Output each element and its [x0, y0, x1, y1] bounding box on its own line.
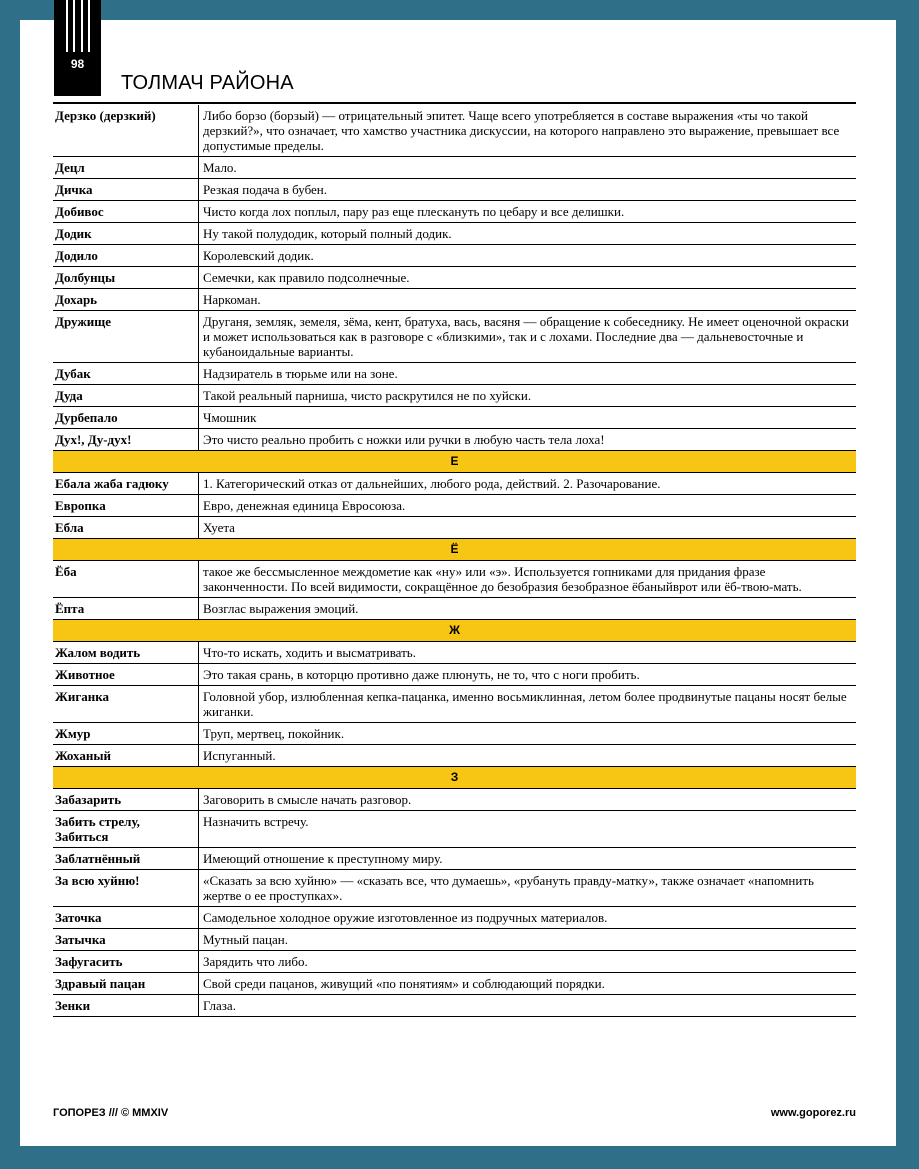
page-tab	[54, 0, 101, 96]
table-row	[53, 995, 856, 1017]
page-title: ТОЛМАЧ РАЙОНА	[121, 72, 294, 94]
term-cell: Жиганка	[53, 686, 199, 723]
table-row	[53, 811, 856, 848]
definition-cell: Глаза.	[199, 995, 857, 1017]
definition-cell: Резкая подача в бубен.	[199, 179, 857, 201]
term-cell: Дружище	[53, 311, 199, 363]
term-cell: Европка	[53, 495, 199, 517]
term-cell: Ёпта	[53, 598, 199, 620]
table-row	[53, 973, 856, 995]
table-row	[53, 789, 856, 811]
term-cell: Жмур	[53, 723, 199, 745]
page	[20, 20, 896, 1146]
term-cell: Додило	[53, 245, 199, 267]
definition-cell: Что-то искать, ходить и высматривать.	[199, 642, 857, 664]
term-cell: Дичка	[53, 179, 199, 201]
stripes-decoration	[66, 0, 90, 52]
term-cell: Дохарь	[53, 289, 199, 311]
definition-cell: Свой среди пацанов, живущий «по понятиям» и соблюдающий порядки.	[199, 973, 857, 995]
table-row	[53, 289, 856, 311]
term-cell: Забазарить	[53, 789, 199, 811]
table-row	[53, 723, 856, 745]
table-row	[53, 598, 856, 620]
term-cell: Додик	[53, 223, 199, 245]
term-cell: Добивос	[53, 201, 199, 223]
term-cell: Ебла	[53, 517, 199, 539]
table-row	[53, 686, 856, 723]
letter-section-header	[53, 767, 856, 789]
term-cell: Долбунцы	[53, 267, 199, 289]
section-letter: Е	[53, 451, 856, 473]
table-row	[53, 745, 856, 767]
table-row	[53, 105, 856, 157]
table-row	[53, 223, 856, 245]
definition-cell: Ну такой полудодик, который полный додик.	[199, 223, 857, 245]
term-cell: Зафугасить	[53, 951, 199, 973]
term-cell: Ёба	[53, 561, 199, 598]
table-row	[53, 267, 856, 289]
table-row	[53, 179, 856, 201]
definition-cell: Заговорить в смысле начать разговор.	[199, 789, 857, 811]
definition-cell: Чисто когда лох поплыл, пару раз еще плескануть по цебару и все делишки.	[199, 201, 857, 223]
definition-cell: Зарядить что либо.	[199, 951, 857, 973]
term-cell: Ебала жаба гадюку	[53, 473, 199, 495]
table-row	[53, 517, 856, 539]
term-cell: Жалом водить	[53, 642, 199, 664]
definition-cell: Наркоман.	[199, 289, 857, 311]
section-letter: Ж	[53, 620, 856, 642]
term-cell: Здравый пацан	[53, 973, 199, 995]
definition-cell: Королевский додик.	[199, 245, 857, 267]
table-row	[53, 363, 856, 385]
table-row	[53, 561, 856, 598]
table-row	[53, 951, 856, 973]
page-number: 98	[70, 57, 85, 71]
table-row	[53, 245, 856, 267]
term-cell: Животное	[53, 664, 199, 686]
table-row	[53, 473, 856, 495]
term-cell: Дуда	[53, 385, 199, 407]
table-row	[53, 385, 856, 407]
definition-cell: Друганя, земляк, земеля, зёма, кент, братуха, вась, васяня — обращение к собеседнику. Не имеет оценочной окраски и может использоваться как в разговоре с «близкими», так и с лохами. Последние два — дальневосточные и кубаноидальные варианты.	[199, 311, 857, 363]
definition-cell: Возглас выражения эмоций.	[199, 598, 857, 620]
table-row	[53, 495, 856, 517]
term-cell: Заточка	[53, 907, 199, 929]
definition-cell: Семечки, как правило подсолнечные.	[199, 267, 857, 289]
footer-website[interactable]: www.goporez.ru	[770, 1107, 856, 1119]
term-cell: Дурбепало	[53, 407, 199, 429]
definition-cell: Это чисто реально пробить с ножки или ручки в любую часть тела лоха!	[199, 429, 857, 451]
table-row	[53, 848, 856, 870]
table-row	[53, 157, 856, 179]
term-cell: Затычка	[53, 929, 199, 951]
definition-cell: Мутный пацан.	[199, 929, 857, 951]
definition-cell: Головной убор, излюбленная кепка-пацанка, именно восьмиклинная, летом более продвинутые пацаны носят белые жиганки.	[199, 686, 857, 723]
definition-cell: Это такая срань, в которцю противно даже плюнуть, не то, что с ноги пробить.	[199, 664, 857, 686]
definition-cell: Имеющий отношение к преступному миру.	[199, 848, 857, 870]
term-cell: Дубак	[53, 363, 199, 385]
table-row	[53, 642, 856, 664]
header-rule	[53, 102, 856, 104]
letter-section-header	[53, 620, 856, 642]
table-row	[53, 870, 856, 907]
definition-cell: Испуганный.	[199, 745, 857, 767]
term-cell: Децл	[53, 157, 199, 179]
table-row	[53, 407, 856, 429]
term-cell: Дух!, Ду-дух!	[53, 429, 199, 451]
definition-cell: 1. Категорический отказ от дальнейших, любого рода, действий. 2. Разочарование.	[199, 473, 857, 495]
definition-cell: Назначить встречу.	[199, 811, 857, 848]
definition-cell: Надзиратель в тюрьме или на зоне.	[199, 363, 857, 385]
definition-cell: такое же бессмысленное междометие как «ну» или «э». Используется гопниками для придания фразе законченности. По всей видимости, сокращённое до безобразия безобразное ёбаныйврот или ёб-твою-мать.	[199, 561, 857, 598]
table-row	[53, 311, 856, 363]
table-row	[53, 907, 856, 929]
term-cell: Зенки	[53, 995, 199, 1017]
definition-cell: Труп, мертвец, покойник.	[199, 723, 857, 745]
definition-cell: Такой реальный парниша, чисто раскрутился не по хуйски.	[199, 385, 857, 407]
definition-cell: Самодельное холодное оружие изготовленное из подручных материалов.	[199, 907, 857, 929]
table-row	[53, 664, 856, 686]
term-cell: Дерзко (дерзкий)	[53, 105, 199, 157]
table-row	[53, 429, 856, 451]
letter-section-header	[53, 451, 856, 473]
dictionary-table	[53, 105, 856, 1017]
section-letter: З	[53, 767, 856, 789]
definition-cell: Чмошник	[199, 407, 857, 429]
definition-cell: Хуета	[199, 517, 857, 539]
section-letter: Ё	[53, 539, 856, 561]
letter-section-header	[53, 539, 856, 561]
definition-cell: Мало.	[199, 157, 857, 179]
table-row	[53, 201, 856, 223]
definition-cell: Евро, денежная единица Евросоюза.	[199, 495, 857, 517]
term-cell: Жоханый	[53, 745, 199, 767]
footer-publisher: ГОПОРЕЗ /// © MMXIV	[53, 1107, 169, 1119]
term-cell: За всю хуйню!	[53, 870, 199, 907]
definition-cell: Либо борзо (борзый) — отрицательный эпитет. Чаще всего употребляется в составе выражения «ты чо такой дерзкий?», что означает, что хамство участника дискуссии, на которого направлено это выражение, превышает все допустимые пределы.	[199, 105, 857, 157]
term-cell: Забить стрелу, Забиться	[53, 811, 199, 848]
definition-cell: «Сказать за всю хуйню» — «сказать все, что думаешь», «рубануть правду-матку», также означает «напомнить жертве о ее проступках».	[199, 870, 857, 907]
term-cell: Заблатнённый	[53, 848, 199, 870]
table-row	[53, 929, 856, 951]
